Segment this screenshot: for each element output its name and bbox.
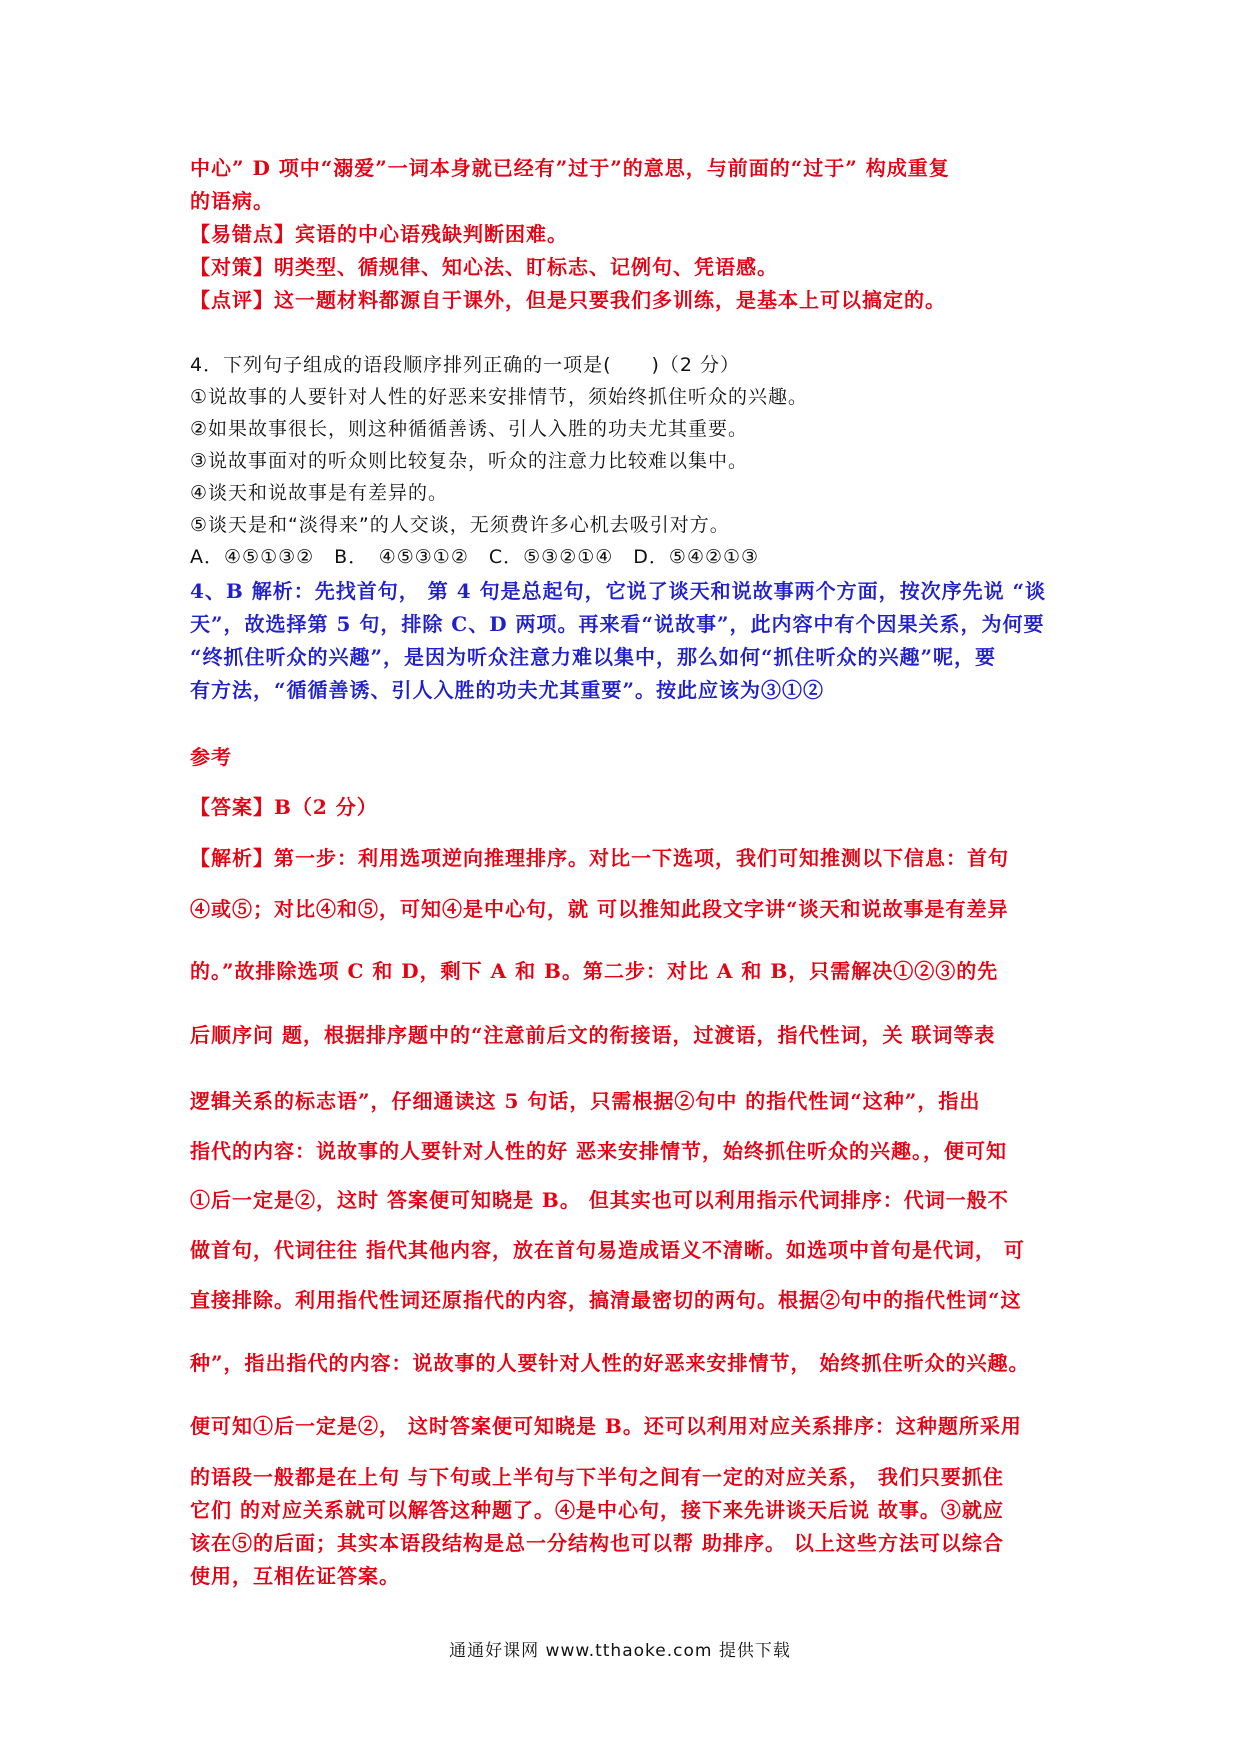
explanation-line: 后顺序问 题，根据排序题中的“注意前后文的衔接语，过渡语，指代性词，关 联词等表 [190,1023,996,1047]
explanation-line: 直接排除。利用指代性词还原指代的内容，搞清最密切的两句。根据②句中的指代性词“这 [190,1288,1022,1312]
explanation-line: ①后一定是②，这时 答案便可知晓是 B。 但其实也可以利用指示代词排序：代词一般不 [190,1188,1009,1212]
explanation-line: 做首句，代词往往 指代其他内容，放在首句易造成语义不清晰。如选项中首句是代词， 可 [190,1238,1025,1262]
question-item: ②如果故事很长，则这种循循善诱、引人入胜的功夫尤其重要。 [190,418,749,440]
explanation-line: 指代的内容：说故事的人要针对人性的好 恶来安排情节，始终抓住听众的兴趣。，便可知 [190,1139,1007,1163]
explanation-line: 【解析】第一步：利用选项逆向推理排序。对比一下选项，我们可知推测以下信息：首句 [190,846,1009,870]
answer-line: 【答案】B（2 分） [190,795,378,819]
analysis-line: 天”，故选择第 5 句，排除 C、D 两项。再来看“说故事”，此内容中有个因果关系，为何要 [190,612,1045,636]
explanation-line: 的。”故排除选项 C 和 D，剩下 A 和 B。第二步：对比 A 和 B，只需解决①②③的先 [190,959,999,983]
question-item: ③说故事面对的听众则比较复杂，听众的注意力比较难以集中。 [190,450,749,472]
reference-heading: 参考 [190,745,232,769]
text-line: 的语病。 [190,189,274,213]
question-options: A．④⑤①③② B． ④⑤③①② C．⑤③②①④ D．⑤④②①③ [190,546,760,568]
analysis-line: 4、B 解析：先找首句， 第 4 句是总起句，它说了谈天和说故事两个方面，按次序先说 “谈 [190,579,1047,603]
tip-mistake: 【易错点】宾语的中心语残缺判断困难。 [190,222,568,246]
explanation-line: 的语段一般都是在上句 与下句或上半句与下半句之间有一定的对应关系， 我们只要抓住 [190,1465,1004,1489]
tip-strategy: 【对策】明类型、循规律、知心法、盯标志、记例句、凭语感。 [190,255,778,279]
explanation-line: 逻辑关系的标志语”，仔细通读这 5 句话，只需根据②句中 的指代性词“这种”，指出 [190,1089,981,1113]
explanation-line: 种”，指出指代的内容：说故事的人要针对人性的好恶来安排情节， 始终抓住听众的兴趣。 [190,1351,1030,1375]
question-stem: 4．下列句子组成的语段顺序排列正确的一项是( )（2 分） [190,354,741,376]
text-line: 中心” D 项中“溺爱”一词本身就已经有”过于”的意思，与前面的“过于” 构成重复 [190,156,950,180]
question-item: ⑤谈天是和“淡得来”的人交谈，无须费许多心机去吸引对方。 [190,514,730,536]
explanation-line: 它们 的对应关系就可以解答这种题了。④是中心句，接下来先讲谈天后说 故事。③就应 [190,1498,1004,1522]
question-item: ①说故事的人要针对人性的好恶来安排情节，须始终抓住听众的兴趣。 [190,386,809,408]
explanation-line: ④或⑤；对比④和⑤，可知④是中心句，就 可以推知此段文字讲“谈天和说故事是有差异 [190,897,1009,921]
question-item: ④谈天和说故事是有差异的。 [190,482,449,504]
explanation-line: 便可知①后一定是②， 这时答案便可知晓是 B。还可以利用对应关系排序：这种题所采用 [190,1414,1022,1438]
page-footer: 通通好课网 www.tthaoke.com 提供下载 [449,1641,791,1661]
analysis-line: “终抓住听众的兴趣”，是因为听众注意力难以集中，那么如何“抓住听众的兴趣”呢，要 [190,645,997,669]
analysis-line: 有方法，“循循善诱、引人入胜的功夫尤其重要”。按此应该为③①② [190,678,825,702]
tip-comment: 【点评】这一题材料都源自于课外，但是只要我们多训练，是基本上可以搞定的。 [190,288,946,312]
explanation-line: 使用，互相佐证答案。 [190,1564,400,1588]
explanation-line: 该在⑤的后面；其实本语段结构是总一分结构也可以帮 助排序。 以上这些方法可以综合 [190,1531,1004,1555]
